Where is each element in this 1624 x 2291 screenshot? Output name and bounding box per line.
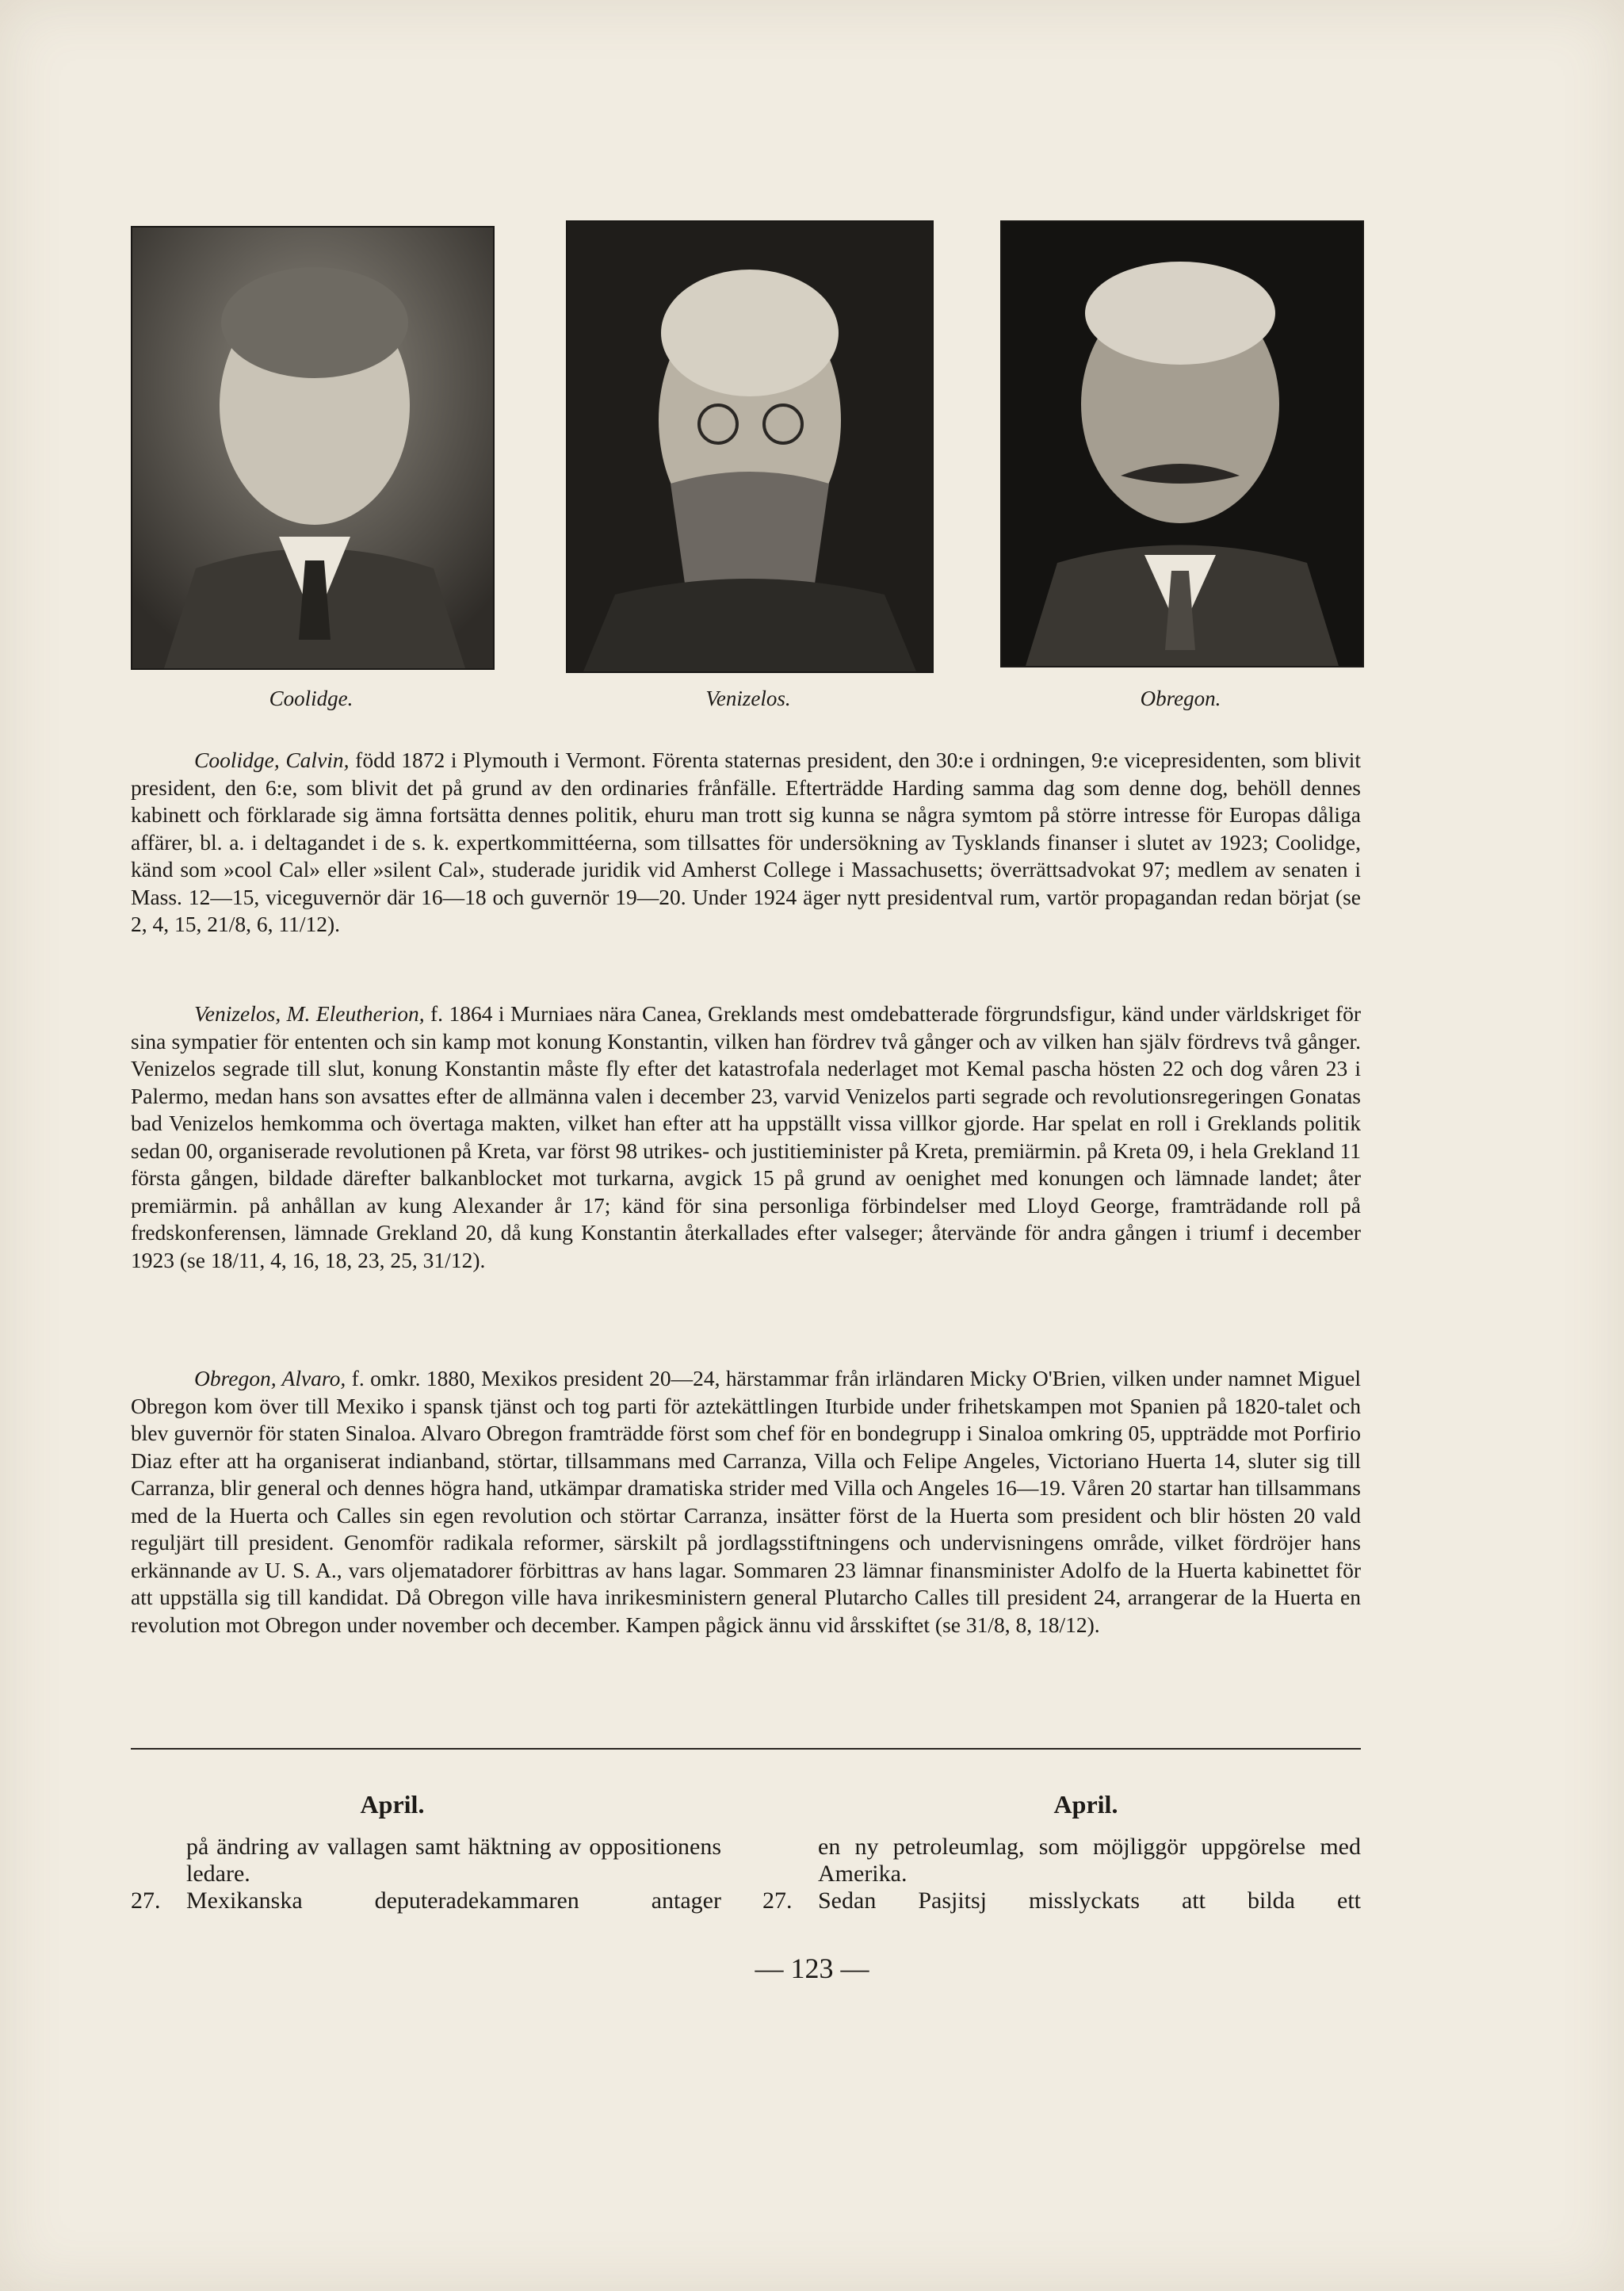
article-venizelos: [131, 1000, 1361, 1274]
article-body: f. omkr. 1880, Mexikos president 20—24, härstammar från irländaren Micky O'Brien, vilken under namnet Miguel Obregon kom över till Mexiko i spansk tjänst och tog parti för aztekättlingen Iturbide under frihetskampen mot Spanien på 1820-talet och blev guvernör för staten Sinaloa. Alvaro Obregon framträdde först som chef för en bondegrupp i Sinaloa omkring 05, uppträdde mot Porfirio Diaz efter att ha organiserat indianband, störtar, tillsammans med Carranza, Villa och Felipe Angeles, Victoriano Huerta 14, sluter sig till Carranza, blir general och dennes högra hand, utkämpar dramatiska strider med Villa och Angeles 16—19. Våren 20 startar han tillsammans med de la Huerta och Calles sin egen revolution och störtar Carranza, insätter först de la Huerta som president och blir hösten 20 vald reguljärt till president. Genomför radikala reformer, särskilt på jordlagsstiftningens och undervisningens område, vilket fördröjer hans erkännande av U. S. A., vars oljematadorer förbittras av hans lagar. Sommaren 23 lämnar finansminister Adolfo de la Huerta kabinettet för att uppställa sig till kandidat. Då Obregon ville hava inrikesministern general Plutarcho Calles till president 24, arrangerar de la Huerta en revolution mot Obregon under november och december. Kampen pågick ännu vid årsskiftet (se 31/8, 8, 18/12).: [131, 1366, 1361, 1637]
caption-obregon: Obregon.: [1140, 687, 1221, 710]
right-column: [762, 1834, 1361, 1914]
left-column-continuation: på ändring av vallagen samt häktning av oppositionens ledare.: [186, 1834, 721, 1887]
article-lead: Coolidge, Calvin,: [194, 748, 350, 772]
left-column-entry: [131, 1887, 721, 1914]
page-number: — 123 —: [755, 1953, 869, 1984]
article-lead: Venizelos, M. Eleutherion,: [194, 1001, 425, 1026]
left-column-heading: April.: [360, 1790, 425, 1819]
caption-coolidge: Coolidge.: [269, 687, 353, 710]
entry-text: Mexikanska deputeradekammaren antager: [186, 1887, 721, 1914]
entry-text: Sedan Pasjitsj misslyckats att bilda ett: [818, 1887, 1361, 1914]
article-lead: Obregon, Alvaro,: [194, 1366, 346, 1390]
section-divider: [131, 1748, 1361, 1750]
article-obregon: [131, 1365, 1361, 1639]
portrait-image: [132, 228, 493, 668]
article-coolidge: [131, 747, 1361, 939]
right-column-entry: [762, 1887, 1361, 1914]
portrait-coolidge: [131, 226, 495, 670]
left-column: [131, 1834, 721, 1914]
entry-date: 27.: [762, 1887, 793, 1914]
portrait-venizelos: [566, 220, 934, 673]
portrait-image: [1002, 222, 1362, 666]
portrait-obregon: [1000, 220, 1364, 667]
entry-date: 27.: [131, 1887, 161, 1914]
right-column-heading: April.: [1053, 1790, 1118, 1819]
right-column-continuation: en ny petroleumlag, som möjliggör uppgörelse med Amerika.: [818, 1834, 1361, 1887]
article-body: född 1872 i Plymouth i Vermont. Förenta staternas president, den 30:e i ordningen, 9:e vicepresidenten, som blivit president, den 6:e, som blivit det på grund av den ordinaries frånfälle. Efterträdde Harding samma dag som denne dog, behöll dennes kabinett och förklarade sig ämna fortsätta dennes politik, ehuru man trott sig kunna se några symtom på större intresse för Europas dåliga affärer, bl. a. i deltagandet i de s. k. expertkommittéerna, som tillsattes för undersökning av Tysklands finanser i slutet av 1923; Coolidge, känd som »cool Cal» eller »silent Cal», studerade juridik vid Amherst College i Massachusetts; överrättsadvokat 97; medlem av senaten i Mass. 12—15, viceguvernör där 16—18 och guvernör 19—20. Under 1924 äger nytt presidentval rum, vartör propagandan redan börjat (se 2, 4, 15, 21/8, 6, 11/12).: [131, 748, 1361, 936]
portrait-image: [567, 222, 932, 671]
caption-venizelos: Venizelos.: [705, 687, 791, 710]
article-body: f. 1864 i Murniaes nära Canea, Greklands mest omdebatterade förgrundsfigur, känd under världskriget för sina sympatier för ententen och sin kamp mot konung Konstantin, vilken han fördrev två gånger och av vilken han själv fördrevs två gånger. Venizelos segrade till slut, konung Konstantin måste fly efter det katastrofala nederlaget mot Kemal pascha hösten 22 och dog våren 23 i Palermo, medan hans son avsattes efter de allmänna valen i december 23, varvid Venizelos parti segrade och revolutionsregeringen Gonatas bad Venizelos hemkomma och övertaga makten, vilket han efter att ha uppställt vissa villkor gjorde. Har spelat en roll i Greklands politik sedan 00, organiserade revolutionen på Kreta, var först 98 utrikes- och justitieminister på Kreta, premiärmin. på Kreta 09, i hela Grekland 11 första gången, bildade därefter balkanblocket mot turkarna, avgick 15 på grund av oenighet med konungen och lämnade landet; åter premiärmin. på anhållan av kung Alexander år 17; känd för sina personliga förbindelser med Lloyd George, framträdande roll på fredskonferensen, lämnade Grekland 20, då kung Konstantin återkallades efter valseger; återvände för andra gången i triumf i december 1923 (se 18/11, 4, 16, 18, 23, 25, 31/12).: [131, 1001, 1361, 1272]
